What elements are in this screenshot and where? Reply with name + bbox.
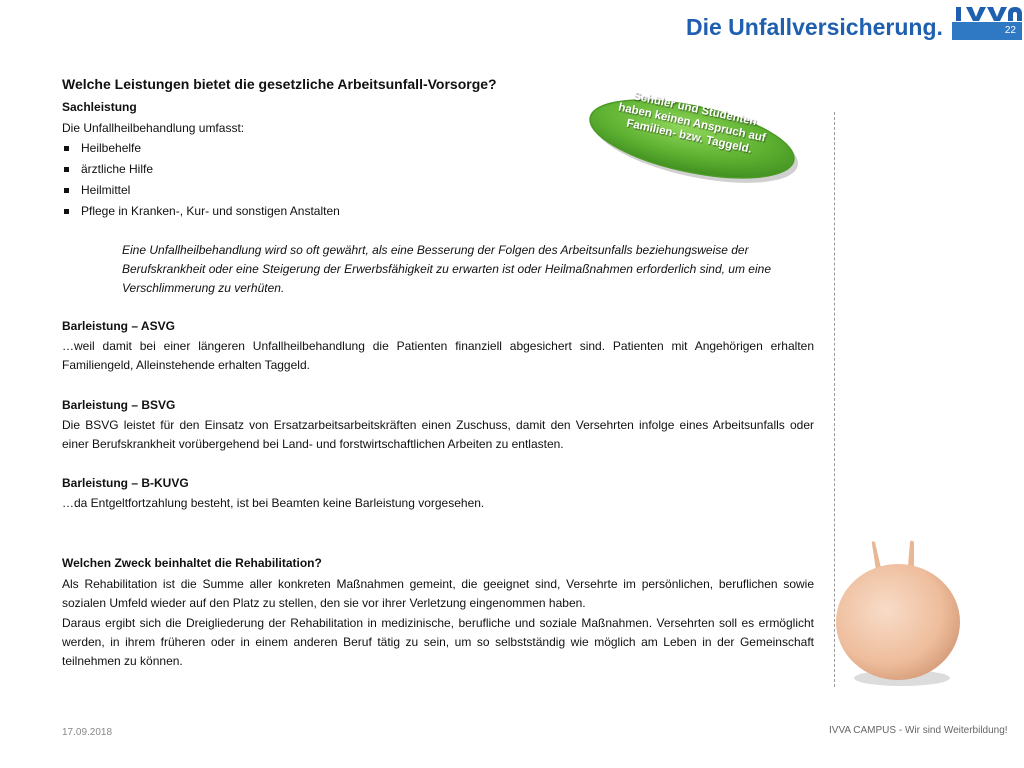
asvg-section [62, 317, 814, 375]
asvg-title: Barleistung – ASVG [62, 319, 175, 333]
hopper-ball-image [830, 540, 970, 690]
bkuvg-text: …da Entgeltfortzahlung besteht, ist bei Beamten keine Barleistung vorgesehen. [62, 496, 485, 510]
bsvg-title: Barleistung – BSVG [62, 398, 176, 412]
page-number: 22 [952, 22, 1022, 40]
list-item: Heilbehelfe [62, 138, 814, 159]
bkuvg-section [62, 474, 814, 513]
sachleistung-intro: Die Unfallheilbehandlung umfasst: [62, 121, 245, 135]
sachleistung-title: Sachleistung [62, 100, 137, 114]
reha-title: Welchen Zweck beinhaltet die Rehabilitation? [62, 556, 322, 570]
footer-date: 17.09.2018 [62, 727, 113, 738]
footer-text: IVVA CAMPUS - Wir sind Weiterbildung! [829, 725, 1008, 736]
sachleistung-note: Eine Unfallheilbehandlung wird so oft gewährt, als eine Besserung der Folgen des Arbeitsunfalls beziehungsweise der Berufskrankheit oder eine Steigerung der Erwerbsfähigkeit zu erwarten ist oder Heilmaßnahmen erforderlich sind, um eine Verschlimmerung zu verhüten. [122, 243, 771, 295]
bsvg-section [62, 396, 814, 454]
reha-p2: Daraus ergibt sich die Dreigliederung der Rehabilitation in medizinische, berufliche und soziale Maßnahmen. Versehrten soll es ermöglicht werden, in ihrem früheren oder in einem anderen Beruf tätig zu sein, um so selbstständig wie möglich am Leben in der Gemeinschaft teilnehmen zu können. [62, 616, 814, 668]
list-item: Pflege in Kranken-, Kur- und sonstigen Anstalten [62, 201, 814, 222]
bsvg-text: Die BSVG leistet für den Einsatz von Ersatzarbeitsarbeitskräften einen Zuschuss, damit den Versehrten infolge eines Arbeitsunfalls oder einer Berufskrankheit vorübergehend bei Land- und forstwirtschaftlichen Arbeiten zu entlasten. [62, 418, 814, 451]
list-item: Heilmittel [62, 180, 814, 201]
list-item: ärztliche Hilfe [62, 159, 814, 180]
reha-section [62, 554, 814, 671]
reha-p1: Als Rehabilitation ist die Summe aller konkreten Maßnahmen gemeint, die geeignet sind, Versehrte im persönlichen, beruflichen sowie sozialen Umfeld wieder auf den Platz zu stellen, den sie vor ihrer Verletzung eingenommen haben. [62, 577, 814, 610]
callout-text: Schüler und Studenten haben keinen Anspruch auf Familien- bzw. Taggeld. [617, 90, 767, 156]
main-heading: Welche Leistungen bietet die gesetzliche Arbeitsunfall-Vorsorge? [62, 76, 497, 92]
page-title: Die Unfallversicherung. [686, 14, 943, 40]
bkuvg-title: Barleistung – B-KUVG [62, 476, 189, 490]
asvg-text: …weil damit bei einer längeren Unfallheilbehandlung die Patienten finanziell abgesichert sind. Patienten mit Angehörigen erhalten Familiengeld, Alleinstehende erhalten Taggeld. [62, 339, 814, 372]
